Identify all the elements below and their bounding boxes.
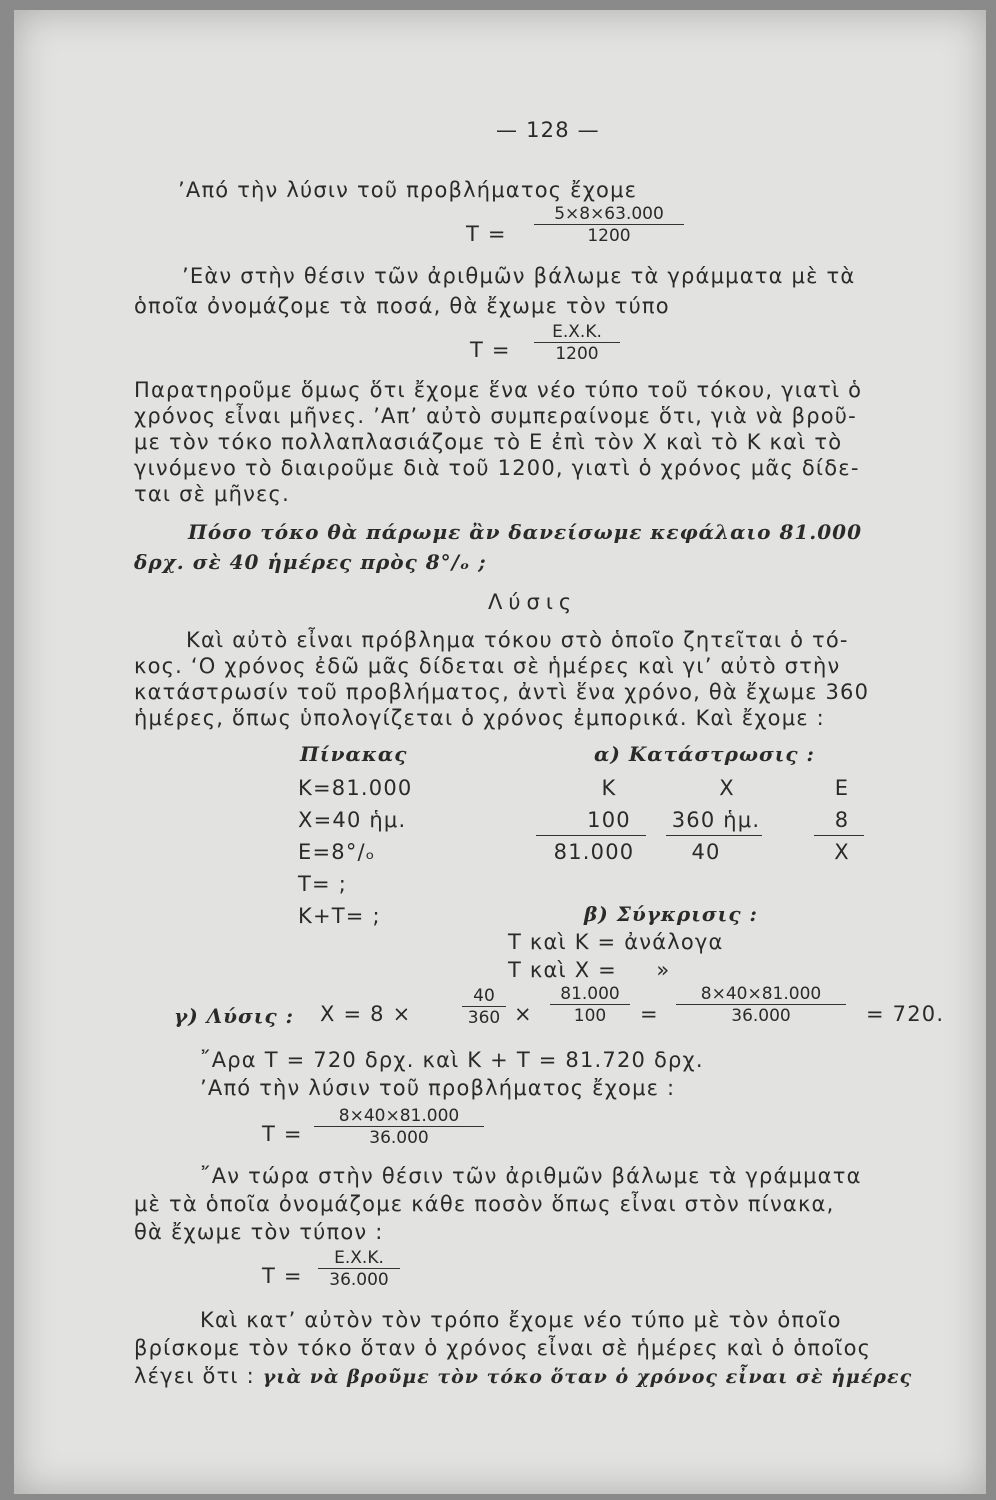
comparison-row-2: Τ καὶ Χ = » <box>508 958 671 982</box>
layout-col-e-bottom: Χ <box>834 840 850 864</box>
table-heading: Πίνακας <box>300 742 408 766</box>
p7-line-3 <box>134 1364 912 1389</box>
formula-1-denominator: 1200 <box>587 226 631 246</box>
comparison-heading: β) Σύγκρισις : <box>584 902 758 926</box>
formula-2-denominator: 1200 <box>555 344 599 364</box>
formula-4-numerator: Ε.Χ.Κ. <box>318 1248 400 1269</box>
p3-line-2: χρόνος εἶναι μῆνες. ’Απ’ αὐτὸ συμπεραίνομε ὅτι, γιὰ νὰ βροῦ- <box>134 404 857 428</box>
layout-col-k-head: Κ <box>601 776 617 800</box>
p3-line-5: ται σὲ μῆνες. <box>134 482 290 506</box>
layout-heading: α) Κατάστρωσις : <box>594 742 815 766</box>
p3-line-4: γινόμενο τὸ διαιροῦμε διὰ τοῦ 1200, γιατὶ ὁ χρόνος μᾶς δίδε- <box>134 456 860 480</box>
p4-line-3: κατάστρωσίν τοῦ προβλήματος, ἀντὶ ἕνα χρόνο, θὰ ἔχωμε 360 <box>134 680 870 704</box>
solution-fraction-2-num: 81.000 <box>550 984 630 1005</box>
formula-1-fraction <box>534 204 684 246</box>
layout-col-k-top: 100 <box>587 808 631 832</box>
table-row-x: Χ=40 ἡμ. <box>298 808 407 832</box>
p6-line-3: θὰ ἔχωμε τὸν τύπον : <box>134 1220 384 1244</box>
layout-col-k-line <box>536 835 646 836</box>
solution-fraction-1-den: 360 <box>467 1008 501 1028</box>
solution-equals: = <box>640 1002 659 1026</box>
solution-fraction-3-den: 36.000 <box>731 1006 791 1026</box>
formula-2-numerator: Ε.Χ.Κ. <box>534 322 620 343</box>
p6-line-1: ῎Αν τώρα στὴν θέσιν τῶν ἀριθμῶν βάλωμε τὰ γράμματα <box>200 1164 862 1188</box>
layout-col-x-bottom: 40 <box>691 840 721 864</box>
solution-fraction-2-den: 100 <box>573 1006 607 1026</box>
solution-heading: Λύσις <box>488 590 578 614</box>
formula-2-lhs: Τ = <box>470 338 511 362</box>
book-page <box>14 10 986 1494</box>
page-number: — 128 — <box>496 118 600 142</box>
p7-line-3-italic: γιὰ νὰ βροῦμε τὸν τόκο ὅταν ὁ χρόνος εἶναι σὲ ἡμέρες <box>262 1366 913 1388</box>
solution-eq-start: Χ = 8 × <box>320 1002 412 1026</box>
solution-fraction-3 <box>676 984 846 1026</box>
solution-fraction-1-num: 40 <box>462 986 506 1007</box>
formula-4-fraction <box>318 1248 400 1290</box>
p3-line-1: Παρατηροῦμε ὅμως ὅτι ἔχομε ἕνα νέο τύπο τοῦ τόκου, γιατὶ ὁ <box>134 378 863 402</box>
solution-fraction-1 <box>462 986 506 1028</box>
formula-4-denominator: 36.000 <box>329 1270 389 1290</box>
formula-1-numerator: 5×8×63.000 <box>534 204 684 225</box>
layout-col-x-line <box>666 835 762 836</box>
solution-result: = 720. <box>866 1002 945 1026</box>
p6-line-2: μὲ τὰ ὁποῖα ὀνομάζομε κάθε ποσὸν ὅπως εἶναι στὸν πίνακα, <box>134 1192 835 1216</box>
p7-line-2: βρίσκομε τὸν τόκο ὅταν ὁ χρόνος εἶναι σὲ ἡμέρες καὶ ὁ ὁποῖος <box>134 1336 872 1360</box>
formula-4-lhs: Τ = <box>262 1264 303 1288</box>
formula-3-numerator: 8×40×81.000 <box>314 1106 484 1127</box>
p2-line-2: ὁποῖα ὀνομάζομε τὰ ποσά, θὰ ἔχωμε τὸν τύπο <box>134 294 670 318</box>
intro-line: ’Από τὴν λύσιν τοῦ προβλήματος ἔχομε <box>178 178 638 202</box>
solution-times: × <box>514 1002 533 1026</box>
formula-3-lhs: Τ = <box>262 1122 303 1146</box>
p7-line-3-plain: λέγει ὅτι : <box>134 1364 263 1388</box>
p2-line-1: ’Εὰν στὴν θέσιν τῶν ἀριθμῶν βάλωμε τὰ γράμματα μὲ τὰ <box>182 264 856 288</box>
solution-fraction-2 <box>550 984 630 1026</box>
comparison-row-1: Τ καὶ Κ = ἀνάλογα <box>508 930 724 954</box>
solution-label: γ) Λύσις : <box>174 1004 294 1028</box>
layout-col-e-top: 8 <box>834 808 850 832</box>
layout-col-x-top: 360 ἡμ. <box>671 808 761 832</box>
layout-col-e-line <box>814 835 864 836</box>
p7-line-1: Καὶ κατ’ αὐτὸν τὸν τρόπο ἔχομε νέο τύπο μὲ τὸν ὁποῖο <box>200 1308 842 1332</box>
formula-1-lhs: Τ = <box>466 222 507 246</box>
table-row-kt: Κ+Τ= ; <box>298 904 381 928</box>
layout-col-k-bottom: 81.000 <box>553 840 635 864</box>
formula-2-fraction <box>534 322 620 364</box>
solution-fraction-3-num: 8×40×81.000 <box>676 984 846 1005</box>
table-row-t: Τ= ; <box>298 872 347 896</box>
result-line: ῎Αρα Τ = 720 δρχ. καὶ Κ + Τ = 81.720 δρχ. <box>200 1048 704 1072</box>
p4-line-2: κος. ‘Ο χρόνος ἐδῶ μᾶς δίδεται σὲ ἡμέρες καὶ γι’ αὐτὸ στὴν <box>134 654 841 678</box>
p5-intro: ’Από τὴν λύσιν τοῦ προβλήματος ἔχομε : <box>200 1076 676 1100</box>
layout-col-x-head: Χ <box>719 776 735 800</box>
p4-line-4: ἡμέρες, ὅπως ὑπολογίζεται ὁ χρόνος ἐμπορικά. Καὶ ἔχομε : <box>134 706 825 730</box>
p3-line-3: με τὸν τόκο πολλαπλασιάζομε τὸ Ε ἐπὶ τὸν Χ καὶ τὸ Κ καὶ τὸ <box>134 430 843 454</box>
problem-line-1: Πόσο τόκο θὰ πάρωμε ἂν δανείσωμε κεφάλαιο 81.000 <box>188 520 862 544</box>
layout-col-e-head: Ε <box>834 776 850 800</box>
table-row-e: Ε=8°/ₒ <box>298 840 376 864</box>
problem-line-2: δρχ. σὲ 40 ἡμέρες πρὸς 8°/ₒ ; <box>134 550 487 574</box>
formula-3-fraction <box>314 1106 484 1148</box>
p4-line-1: Καὶ αὐτὸ εἶναι πρόβλημα τόκου στὸ ὁποῖο ζητεῖται ὁ τό- <box>186 628 849 652</box>
formula-3-denominator: 36.000 <box>369 1128 429 1148</box>
table-row-k: Κ=81.000 <box>298 776 413 800</box>
